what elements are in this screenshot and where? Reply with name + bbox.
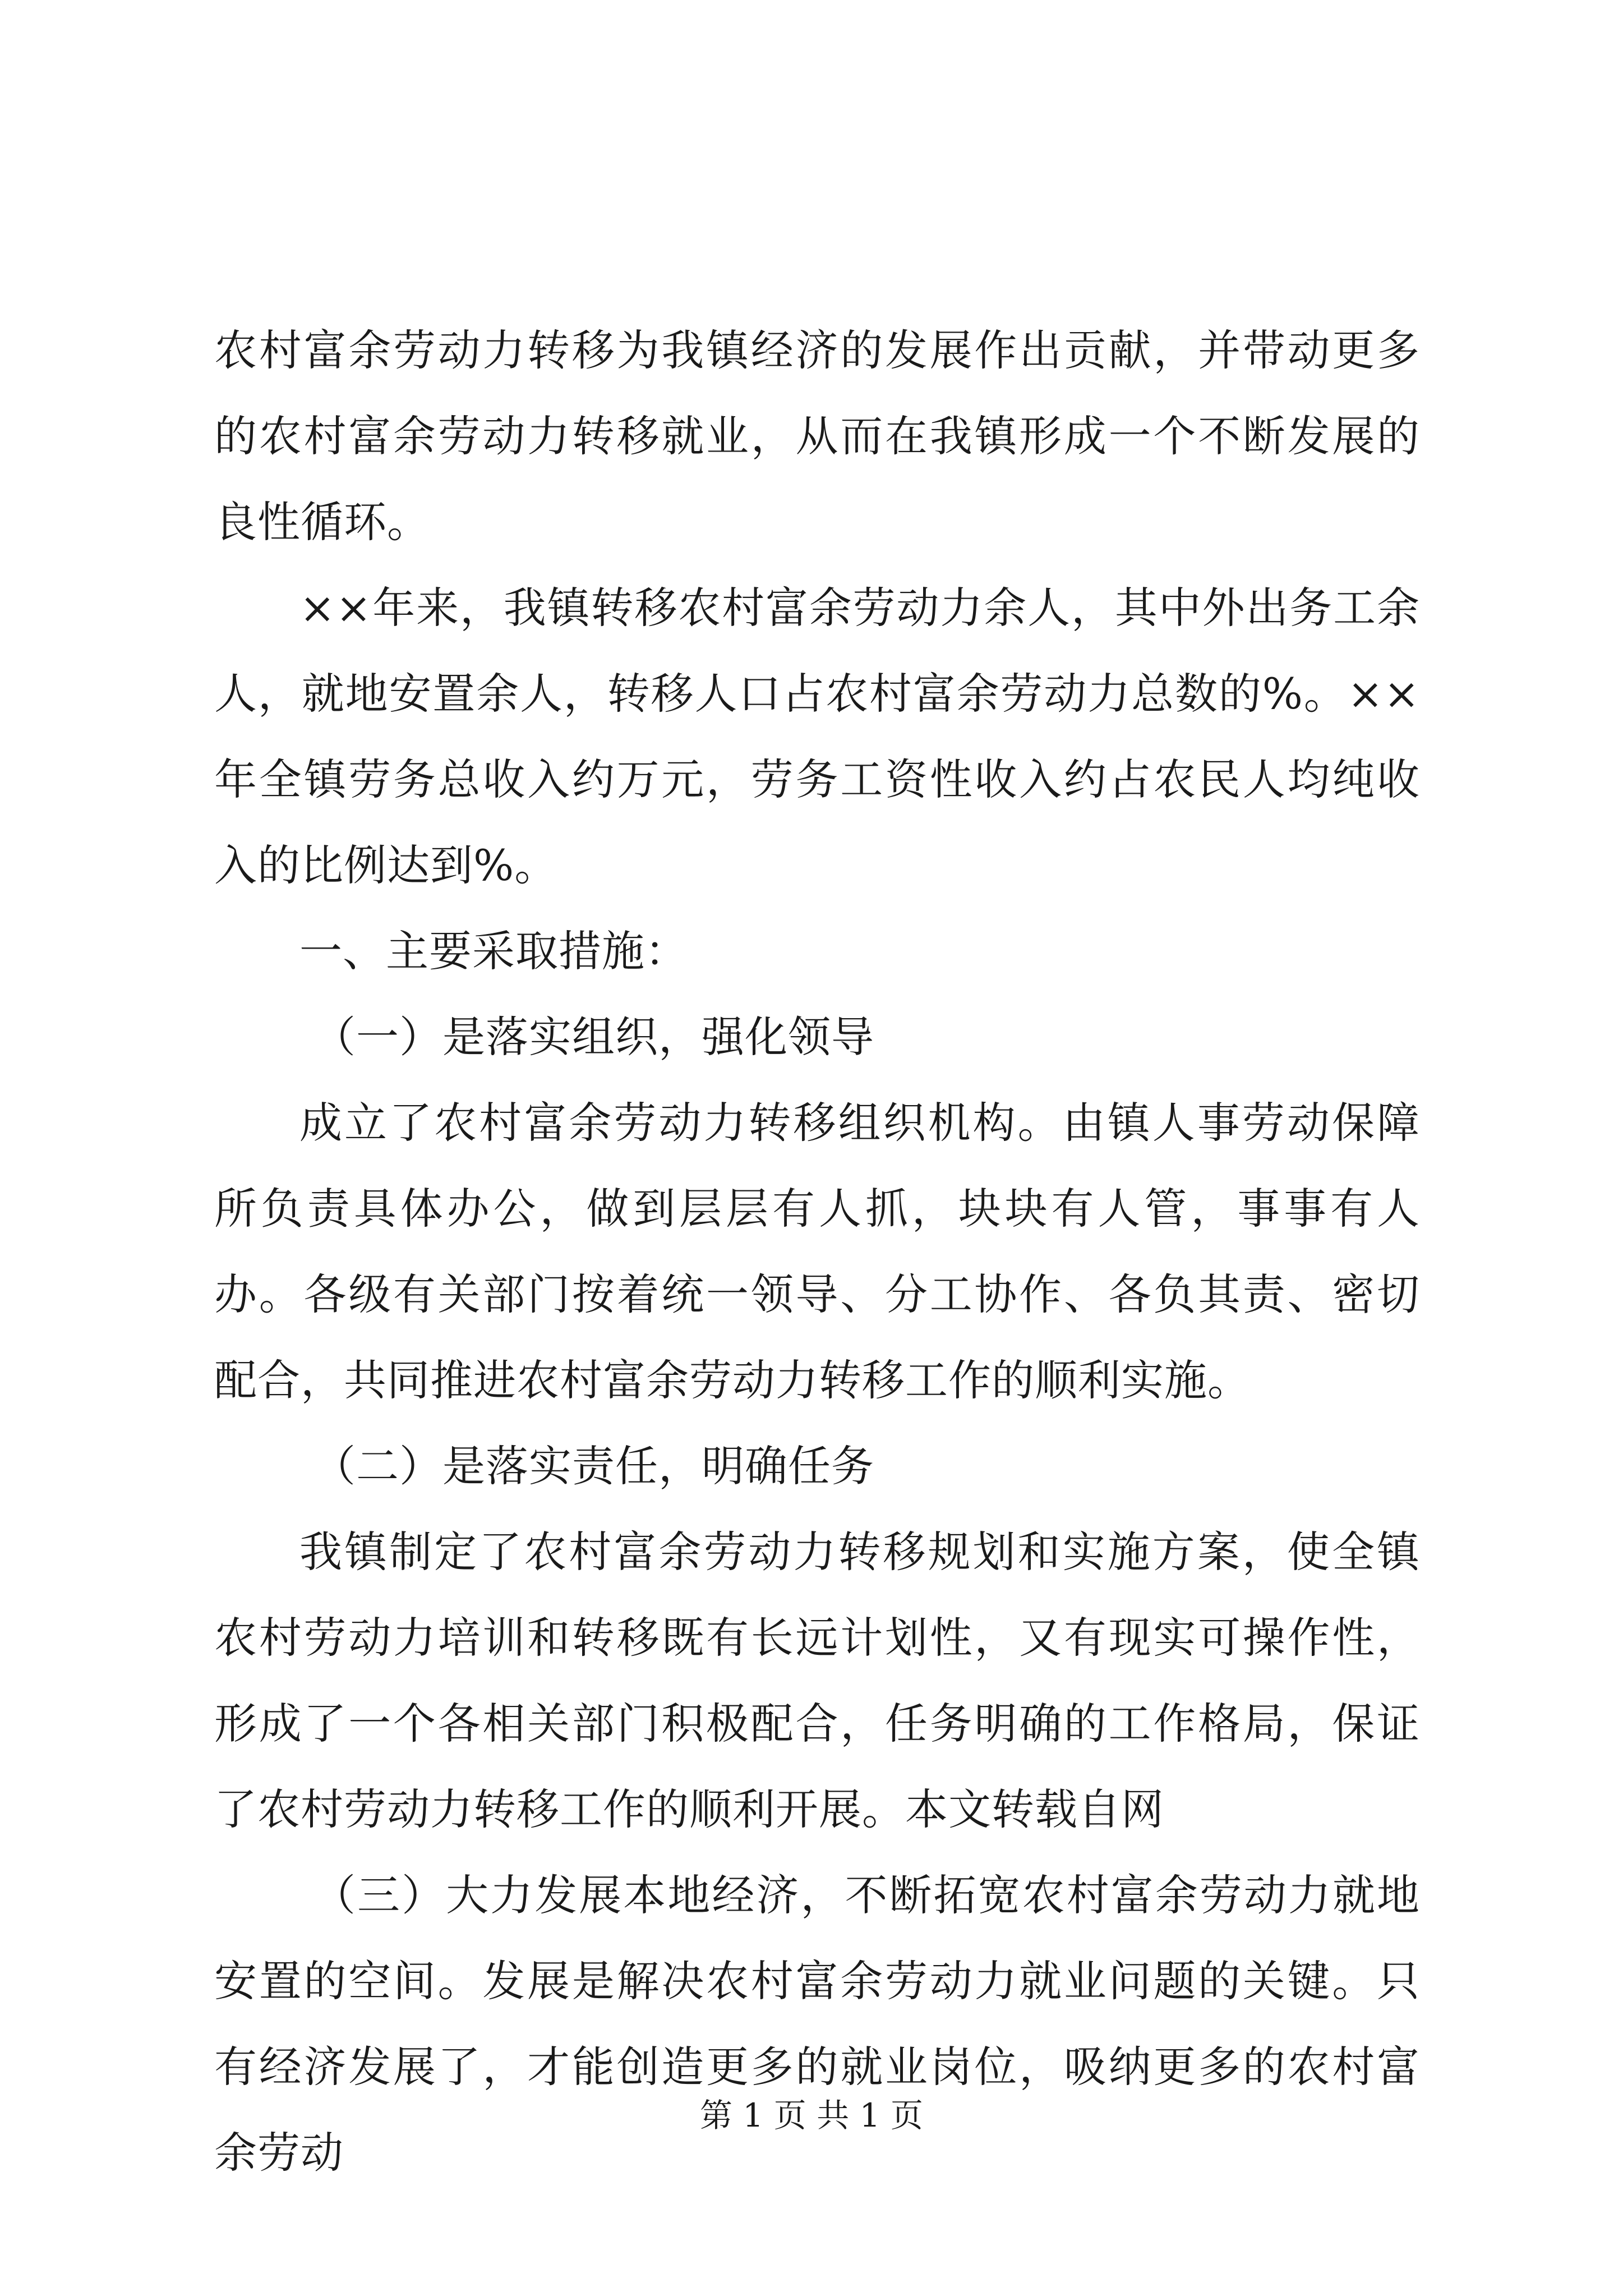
paragraph-statistics: ××年来，我镇转移农村富余劳动力余人，其中外出务工余人，就地安置余人，转移人口占农村富余劳动力总数的%。××年全镇劳务总收入约万元，劳务工资性收入约占农民人均纯收入的比例达到%。 [214, 583, 1420, 890]
paragraph-continuation: 农村富余劳动力转移为我镇经济的发展作出贡献，并带动更多的农村富余劳动力转移就业，从而在我镇形成一个不断发展的良性循环。 [214, 325, 1420, 547]
page-footer [0, 2096, 1623, 2135]
subheading-organization: （一）是落实组织，强化领导 [313, 1012, 874, 1062]
document-body [214, 307, 1420, 2196]
section-heading-measures: 一、主要采取措施： [299, 926, 688, 976]
paragraph-local-economy: （三）大力发展本地经济，不断拓宽农村富余劳动力就地安置的空间。发展是解决农村富余劳动力就业问题的关键。只有经济发展了，才能创造更多的就业岗位，吸纳更多的农村富余劳动 [214, 1870, 1420, 2178]
page-number: 第 1 页 共 1 页 [700, 2096, 923, 2134]
paragraph-organization: 成立了农村富余劳动力转移组织机构。由镇人事劳动保障所负责具体办公，做到层层有人抓，块块有人管，事事有人办。各级有关部门按着统一领导、分工协作、各负其责、密切配合，共同推进农村富余劳动力转移工作的顺利实施。 [214, 1098, 1420, 1405]
paragraph-responsibility: 我镇制定了农村富余劳动力转移规划和实施方案，使全镇农村劳动力培训和转移既有长远计划性，又有现实可操作性，形成了一个各相关部门积极配合，任务明确的工作格局，保证了农村劳动力转移工作的顺利开展。本文转载自网 [214, 1527, 1420, 1834]
subheading-responsibility: （二）是落实责任，明确任务 [313, 1441, 874, 1491]
